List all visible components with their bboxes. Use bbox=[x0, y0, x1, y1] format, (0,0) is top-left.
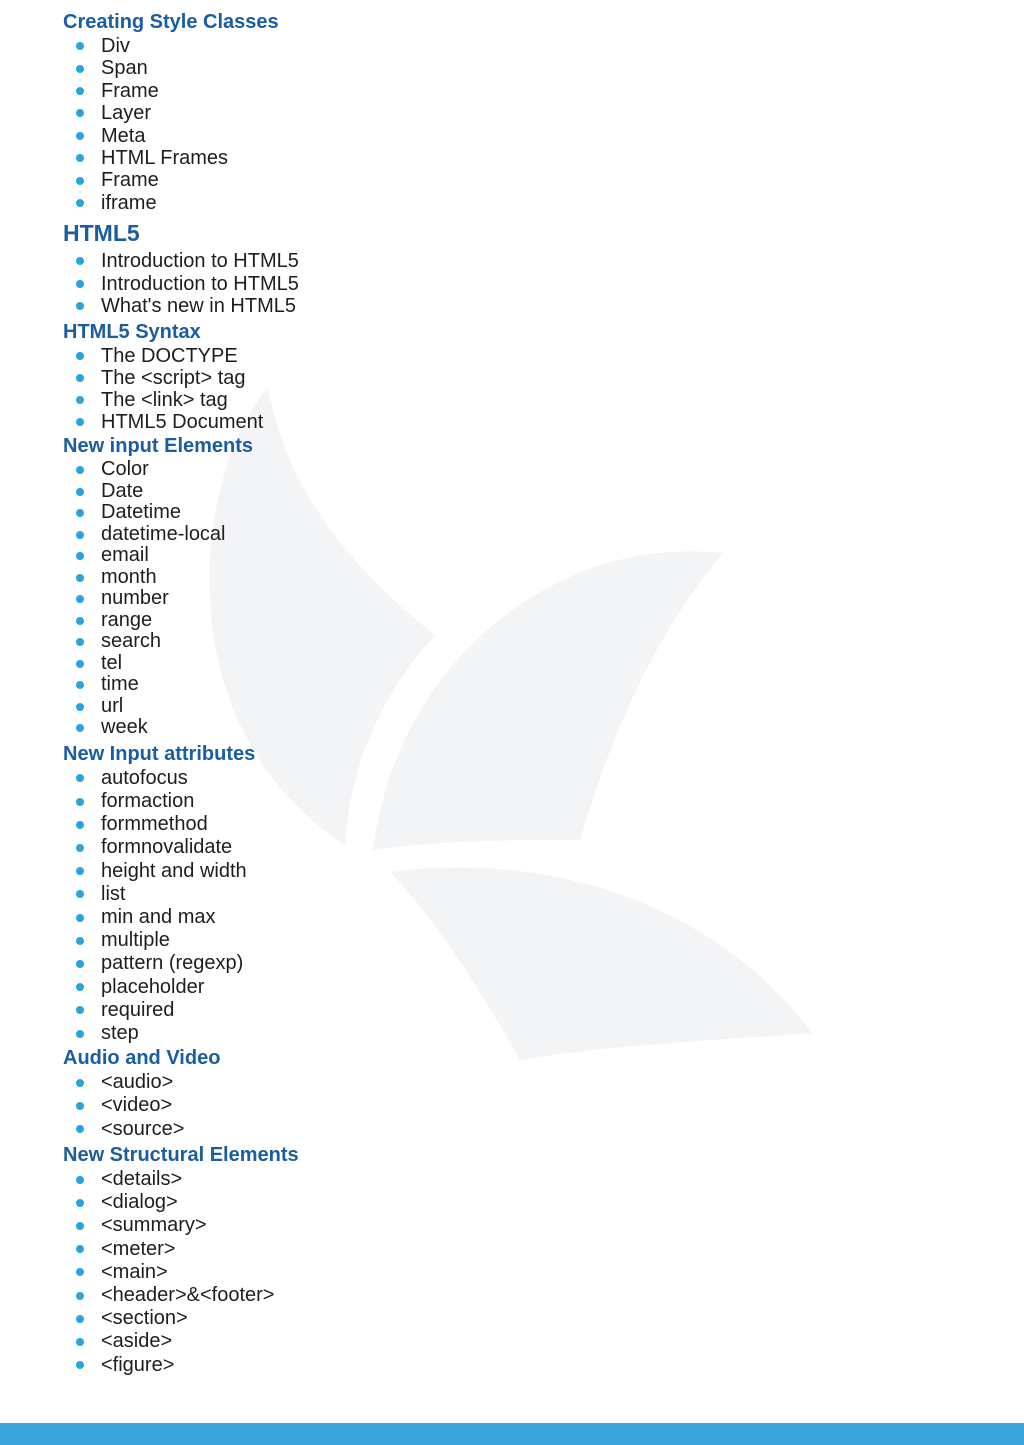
course-outline bbox=[63, 9, 663, 1377]
section-list-new-structural-elements bbox=[63, 1168, 663, 1377]
bullet-icon bbox=[76, 199, 84, 207]
list-item-label: <section> bbox=[101, 1307, 188, 1330]
list-item-label: pattern (regexp) bbox=[101, 952, 244, 975]
list-item bbox=[63, 696, 663, 718]
list-item-label: <main> bbox=[101, 1260, 168, 1283]
bullet-icon bbox=[76, 681, 84, 689]
bullet-icon bbox=[76, 890, 84, 898]
list-item-label: height and width bbox=[101, 859, 247, 882]
list-item-label: email bbox=[101, 544, 149, 567]
list-item-label: placeholder bbox=[101, 975, 205, 998]
list-item-label: HTML5 Document bbox=[101, 411, 264, 434]
list-item-label: number bbox=[101, 587, 169, 610]
list-item-label: tel bbox=[101, 651, 123, 674]
section-heading-new-input-elements: New input Elements bbox=[63, 435, 254, 458]
bullet-icon bbox=[76, 821, 84, 829]
list-item bbox=[63, 125, 663, 147]
bullet-icon bbox=[76, 1268, 84, 1276]
section-list-html5 bbox=[63, 250, 663, 318]
list-item-label: <summary> bbox=[101, 1214, 207, 1237]
list-item bbox=[63, 169, 663, 191]
list-item-label: Introduction to HTML5 bbox=[101, 250, 299, 273]
list-item bbox=[63, 147, 663, 169]
list-item bbox=[63, 1307, 663, 1330]
bullet-icon bbox=[76, 488, 84, 496]
list-item-label: The DOCTYPE bbox=[101, 344, 238, 367]
list-item bbox=[63, 999, 663, 1022]
list-item bbox=[63, 502, 663, 524]
bullet-icon bbox=[76, 798, 84, 806]
bullet-icon bbox=[76, 1006, 84, 1014]
list-item-label: formmethod bbox=[101, 813, 208, 836]
list-item bbox=[63, 674, 663, 696]
list-item-label: Introduction to HTML5 bbox=[101, 272, 299, 295]
list-item-label: range bbox=[101, 608, 153, 631]
list-item bbox=[63, 250, 663, 273]
list-item-label: Frame bbox=[101, 79, 159, 102]
list-item bbox=[63, 790, 663, 813]
bullet-icon bbox=[76, 352, 84, 360]
list-item bbox=[63, 1168, 663, 1191]
bullet-icon bbox=[76, 774, 84, 782]
list-item-label: required bbox=[101, 998, 175, 1021]
bullet-icon bbox=[76, 574, 84, 582]
list-item-label: week bbox=[101, 716, 148, 739]
section-list-creating-style-classes bbox=[63, 35, 663, 214]
list-item bbox=[63, 836, 663, 859]
bullet-icon bbox=[76, 1361, 84, 1369]
list-item bbox=[63, 545, 663, 567]
list-item bbox=[63, 767, 663, 790]
list-item-label: <figure> bbox=[101, 1353, 175, 1376]
list-item-label: The <link> tag bbox=[101, 389, 228, 411]
list-item-label: autofocus bbox=[101, 766, 188, 789]
bullet-icon bbox=[76, 302, 84, 310]
list-item-label: What's new in HTML5 bbox=[101, 295, 296, 318]
list-item-label: <video> bbox=[101, 1094, 173, 1117]
bullet-icon bbox=[76, 418, 84, 426]
bullet-icon bbox=[76, 867, 84, 875]
bullet-icon bbox=[76, 1292, 84, 1300]
list-item-label: Span bbox=[101, 57, 148, 80]
list-item-label: Date bbox=[101, 479, 144, 502]
section-heading-creating-style-classes: Creating Style Classes bbox=[63, 11, 279, 33]
list-item bbox=[63, 1022, 663, 1045]
bullet-icon bbox=[76, 1315, 84, 1323]
list-item bbox=[63, 883, 663, 906]
bullet-icon bbox=[76, 724, 84, 732]
section-list-new-input-attributes bbox=[63, 767, 663, 1045]
list-item-label: multiple bbox=[101, 929, 170, 952]
bullet-icon bbox=[76, 552, 84, 560]
list-item bbox=[63, 1214, 663, 1237]
bullet-icon bbox=[76, 531, 84, 539]
list-item bbox=[63, 588, 663, 610]
list-item bbox=[63, 411, 663, 433]
list-item bbox=[63, 295, 663, 318]
list-item bbox=[63, 813, 663, 836]
list-item bbox=[63, 1354, 663, 1377]
list-item bbox=[63, 906, 663, 929]
list-item-label: <audio> bbox=[101, 1071, 174, 1094]
bullet-icon bbox=[76, 280, 84, 288]
list-item bbox=[63, 1261, 663, 1284]
list-item-label: min and max bbox=[101, 906, 216, 928]
list-item-label: The <script> tag bbox=[101, 366, 246, 389]
bullet-icon bbox=[76, 703, 84, 711]
bullet-icon bbox=[76, 1338, 84, 1346]
bullet-icon bbox=[76, 1102, 84, 1110]
footer-bar bbox=[0, 1423, 1024, 1445]
list-item bbox=[63, 1094, 663, 1117]
list-item-label: <aside> bbox=[101, 1330, 173, 1353]
bullet-icon bbox=[76, 132, 84, 140]
bullet-icon bbox=[76, 1079, 84, 1087]
section-list-audio-and-video bbox=[63, 1071, 663, 1141]
list-item bbox=[63, 389, 663, 411]
list-item-label: <header>&<footer> bbox=[101, 1283, 275, 1306]
list-item bbox=[63, 459, 663, 481]
list-item bbox=[63, 976, 663, 999]
list-item-label: time bbox=[101, 673, 139, 696]
bullet-icon bbox=[76, 65, 84, 73]
list-item bbox=[63, 929, 663, 952]
list-item-label: <meter> bbox=[101, 1237, 176, 1260]
bullet-icon bbox=[76, 1222, 84, 1230]
list-item-label: month bbox=[101, 565, 157, 588]
bullet-icon bbox=[76, 396, 84, 404]
list-item-label: list bbox=[101, 882, 126, 905]
list-item-label: iframe bbox=[101, 191, 157, 214]
list-item-label: search bbox=[101, 630, 162, 653]
list-item bbox=[63, 1071, 663, 1094]
list-item-label: Meta bbox=[101, 124, 146, 147]
bullet-icon bbox=[76, 983, 84, 991]
list-item bbox=[63, 35, 663, 57]
list-item-label: Frame bbox=[101, 169, 159, 192]
list-item bbox=[63, 524, 663, 546]
list-item bbox=[63, 567, 663, 589]
list-item-label: Color bbox=[101, 458, 149, 481]
list-item-label: formaction bbox=[101, 790, 195, 813]
list-item bbox=[63, 860, 663, 883]
bullet-icon bbox=[76, 87, 84, 95]
list-item-label: <source> bbox=[101, 1117, 185, 1140]
bullet-icon bbox=[76, 844, 84, 852]
bullet-icon bbox=[76, 914, 84, 922]
list-item bbox=[63, 952, 663, 975]
bullet-icon bbox=[76, 595, 84, 603]
section-list-new-input-elements bbox=[63, 459, 663, 739]
list-item bbox=[63, 1330, 663, 1353]
list-item-label: <details> bbox=[101, 1168, 183, 1191]
bullet-icon bbox=[76, 638, 84, 646]
list-item bbox=[63, 610, 663, 632]
list-item-label: datetime-local bbox=[101, 522, 226, 545]
section-heading-html5: HTML5 bbox=[63, 220, 140, 247]
bullet-icon bbox=[76, 1245, 84, 1253]
bullet-icon bbox=[76, 1176, 84, 1184]
list-item bbox=[63, 80, 663, 102]
list-item-label: Div bbox=[101, 35, 130, 57]
bullet-icon bbox=[76, 1199, 84, 1207]
list-item bbox=[63, 367, 663, 389]
list-item bbox=[63, 1284, 663, 1307]
bullet-icon bbox=[76, 109, 84, 117]
bullet-icon bbox=[76, 1030, 84, 1038]
bullet-icon bbox=[76, 960, 84, 968]
list-item bbox=[63, 192, 663, 214]
list-item bbox=[63, 102, 663, 124]
list-item bbox=[63, 1118, 663, 1141]
list-item bbox=[63, 273, 663, 296]
list-item-label: <dialog> bbox=[101, 1191, 178, 1214]
bullet-icon bbox=[76, 374, 84, 382]
section-heading-audio-and-video: Audio and Video bbox=[63, 1047, 221, 1070]
list-item bbox=[63, 1191, 663, 1214]
bullet-icon bbox=[76, 660, 84, 668]
bullet-icon bbox=[76, 42, 84, 50]
bullet-icon bbox=[76, 154, 84, 162]
list-item bbox=[63, 631, 663, 653]
section-heading-html5-syntax: HTML5 Syntax bbox=[63, 320, 201, 343]
section-heading-new-structural-elements: New Structural Elements bbox=[63, 1144, 299, 1167]
list-item bbox=[63, 653, 663, 675]
list-item-label: HTML Frames bbox=[101, 146, 229, 169]
bullet-icon bbox=[76, 509, 84, 517]
list-item-label: Datetime bbox=[101, 501, 182, 524]
list-item-label: step bbox=[101, 1021, 139, 1044]
bullet-icon bbox=[76, 937, 84, 945]
list-item-label: Layer bbox=[101, 102, 152, 125]
bullet-icon bbox=[76, 1125, 84, 1133]
list-item bbox=[63, 345, 663, 367]
list-item bbox=[63, 57, 663, 79]
list-item bbox=[63, 1238, 663, 1261]
list-item bbox=[63, 481, 663, 503]
list-item-label: formnovalidate bbox=[101, 836, 233, 859]
bullet-icon bbox=[76, 177, 84, 185]
list-item bbox=[63, 717, 663, 739]
bullet-icon bbox=[76, 257, 84, 265]
section-heading-new-input-attributes: New Input attributes bbox=[63, 742, 256, 765]
bullet-icon bbox=[76, 617, 84, 625]
list-item-label: url bbox=[101, 694, 124, 717]
bullet-icon bbox=[76, 466, 84, 474]
section-list-html5-syntax bbox=[63, 345, 663, 434]
